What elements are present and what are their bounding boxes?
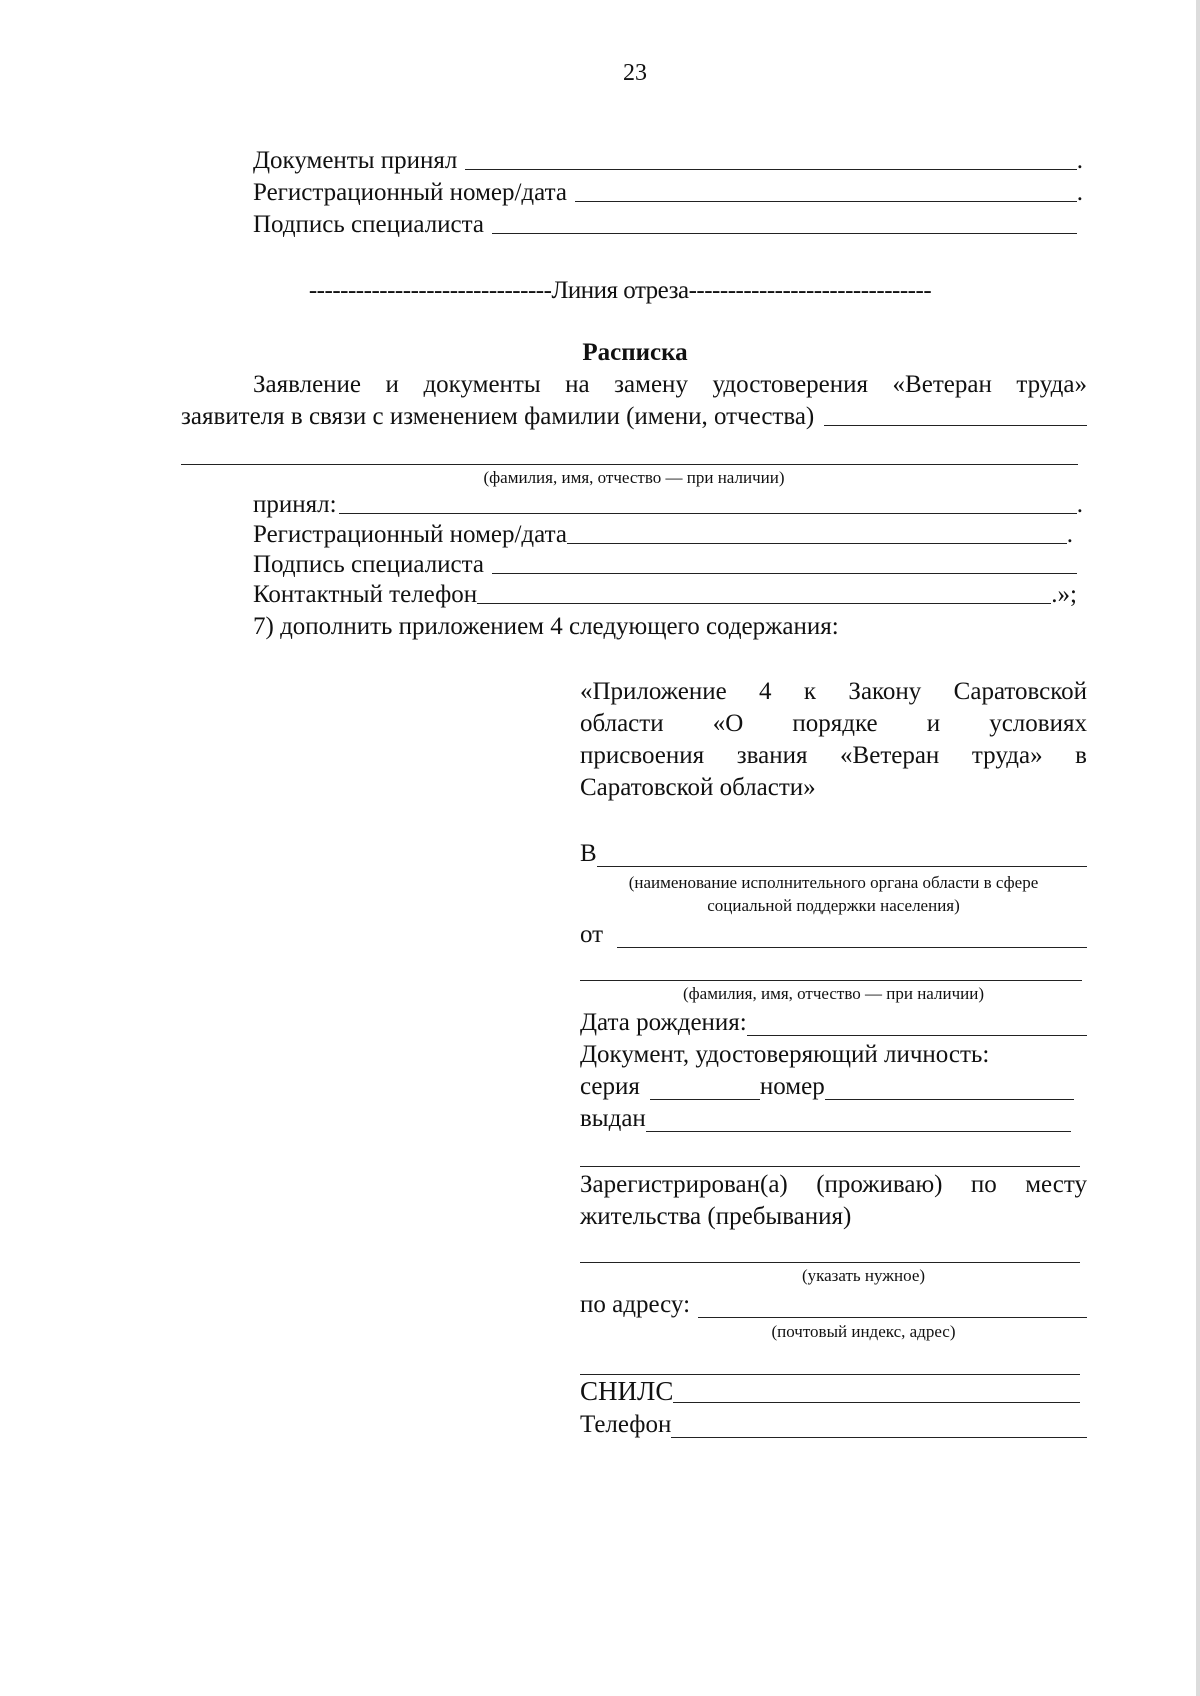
from-field[interactable] [617, 947, 1087, 948]
org-caption-line1: (наименование исполнительного органа области в сфере [628, 873, 1039, 892]
address-caption: (почтовый индекс, адрес) [771, 1322, 956, 1341]
specify-caption: (указать нужное) [801, 1266, 926, 1285]
receipt-reg-label: Регистрационный номер/дата [253, 521, 567, 548]
receipt-fio-field-2[interactable] [181, 464, 1078, 465]
page-number: 23 [623, 60, 647, 86]
number-label: номер [759, 1073, 825, 1100]
number-field[interactable] [825, 1099, 1074, 1100]
appendix-heading-line1: «Приложение 4 к Закону Саратовской [580, 678, 1087, 705]
receipt-fio-caption: (фамилия, имя, отчество — при наличии) [483, 468, 785, 487]
applicant-fio-caption: (фамилия, имя, отчество — при наличии) [683, 984, 984, 1003]
documents-received-field[interactable] [465, 169, 1076, 170]
birth-date-label: Дата рождения: [580, 1009, 747, 1036]
receipt-phone-label: Контактный телефон [253, 581, 478, 608]
issued-field-2[interactable] [580, 1166, 1080, 1167]
amendment-item-7: 7) дополнить приложением 4 следующего содержания: [253, 613, 839, 640]
phone-label: Телефон [580, 1411, 672, 1438]
address-field-2[interactable] [580, 1374, 1080, 1375]
reg-number-date-line: Регистрационный номер/дата . [253, 179, 1083, 206]
snils-field[interactable] [673, 1402, 1080, 1403]
issued-field[interactable] [646, 1131, 1071, 1132]
registered-line1: Зарегистрирован(а) (проживаю) по месту [580, 1171, 1087, 1198]
phone-field[interactable] [671, 1437, 1087, 1438]
receipt-signature-label: Подпись специалиста [253, 551, 484, 578]
specialist-signature-field[interactable] [492, 233, 1077, 234]
documents-received-line: Документы принял . [253, 147, 1083, 174]
from-field-2[interactable] [580, 980, 1082, 981]
registered-line2: жительства (пребывания) [580, 1203, 852, 1230]
cut-line-label: Линия отреза [551, 277, 689, 304]
documents-received-label: Документы принял [253, 147, 458, 174]
from-prefix: от [580, 921, 604, 948]
scan-edge [1196, 0, 1200, 1696]
receipt-signature-line [253, 550, 1077, 580]
receipt-body-line1: Заявление и документы на замену удостоверения «Ветеран труда» [253, 371, 1087, 398]
reg-number-date-label: Регистрационный номер/дата [253, 179, 567, 206]
to-line [580, 839, 1087, 869]
org-caption-line2: социальной поддержки населения) [707, 896, 960, 915]
cut-line: -------------------------------Линия отреза------------------------------- [308, 277, 932, 304]
to-prefix: В [580, 840, 597, 867]
receipt-fio-field-1[interactable] [824, 425, 1087, 426]
address-label: по адресу: [580, 1291, 691, 1318]
birth-date-line [580, 1008, 1087, 1038]
specialist-signature-label: Подпись специалиста [253, 211, 484, 238]
phone-line [580, 1410, 1087, 1440]
snils-label: СНИЛС [580, 1376, 674, 1406]
residence-type-field[interactable] [580, 1262, 1080, 1263]
receipt-phone-field[interactable] [477, 603, 1051, 604]
address-field[interactable] [698, 1317, 1087, 1318]
receipt-reg-line: Регистрационный номер/дата . [253, 521, 1073, 548]
from-line [580, 920, 1087, 950]
snils-line [580, 1376, 1080, 1406]
receipt-signature-field[interactable] [492, 573, 1077, 574]
to-field[interactable] [597, 866, 1087, 867]
series-number-line [580, 1072, 1074, 1102]
receipt-body-line2: заявителя в связи с изменением фамилии (имени, отчества) [181, 402, 1087, 432]
receipt-reg-field[interactable] [567, 543, 1067, 544]
specialist-signature-line [253, 210, 1077, 240]
receipt-title: Расписка [582, 339, 688, 366]
receipt-accepted-label: принял: [253, 491, 337, 518]
appendix-heading-line4: Саратовской области» [580, 774, 816, 801]
issued-line [580, 1104, 1071, 1134]
receipt-accepted-line: принял: . [253, 491, 1083, 518]
receipt-accepted-field[interactable] [339, 513, 1077, 514]
id-document-label: Документ, удостоверяющий личность: [580, 1041, 990, 1068]
series-label: серия [580, 1073, 640, 1100]
address-line [580, 1290, 1087, 1320]
receipt-phone-line: Контактный телефон .»; [253, 581, 1077, 608]
issued-label: выдан [580, 1105, 646, 1132]
birth-date-field[interactable] [747, 1035, 1087, 1036]
series-field[interactable] [650, 1099, 760, 1100]
appendix-heading-line2: области «О порядке и условиях [580, 710, 1087, 737]
reg-number-date-field[interactable] [575, 201, 1077, 202]
appendix-heading-line3: присвоения звания «Ветеран труда» в [580, 742, 1087, 769]
